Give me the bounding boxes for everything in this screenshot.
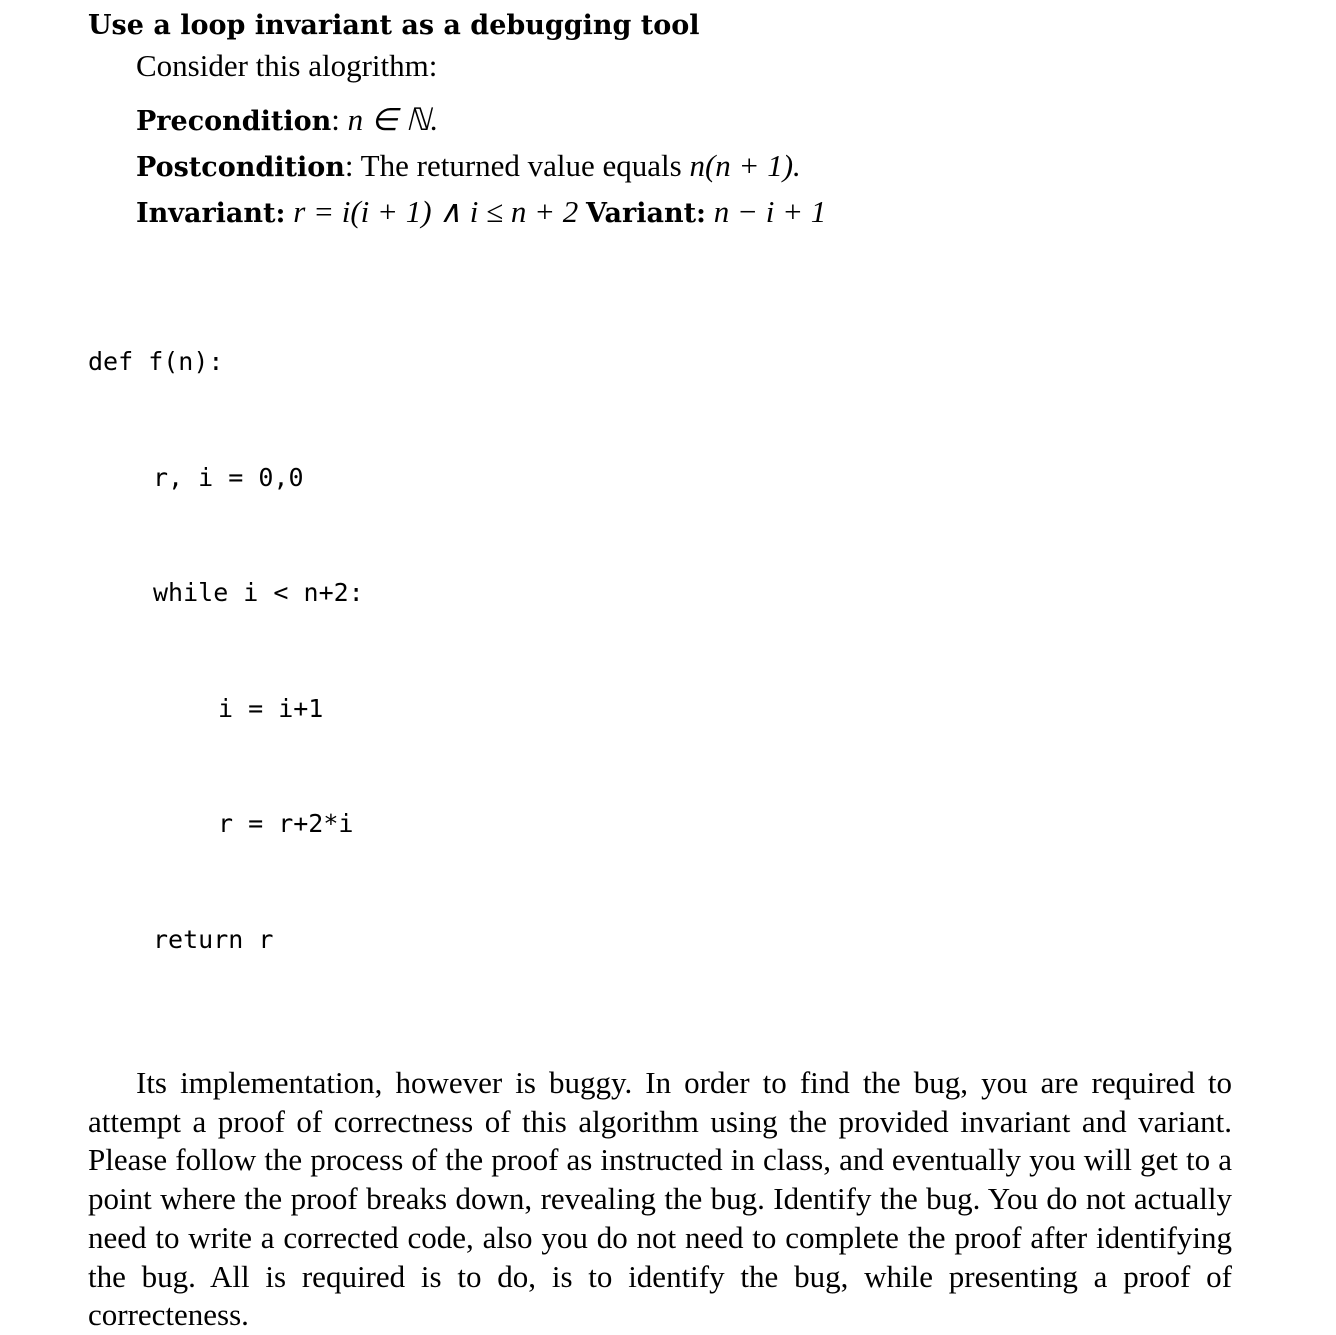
code-line-def: def f(n): <box>88 347 224 376</box>
specification-block <box>136 98 1232 236</box>
section-title: Use a loop invariant as a debugging tool <box>88 10 700 41</box>
code-line-init: r, i = 0,0 <box>153 462 304 492</box>
instructions-paragraph: Its implementation, however is buggy. In order to find the bug, you are required to attempt a proof of correctness of this algorithm using the provided invariant and variant. Please follow the process of the proof as instructed in class, and eventually you will get to a point where the proof breaks down, revealing the bug. Identify the bug. You do not actually need to write a corrected code, also you do not need to complete the proof after identifying the bug. All is required is to do, is to identify the bug, while presenting a proof of correcteness. <box>88 1065 1232 1333</box>
precondition-label: Precondition <box>136 106 332 137</box>
precondition-line <box>136 98 1232 144</box>
postcondition-line <box>136 144 1232 190</box>
code-line-increment: i = i+1 <box>218 693 324 723</box>
code-line-while: while i < n+2: <box>153 578 364 607</box>
variant-label: Variant: <box>586 198 707 229</box>
code-line-return: return r <box>153 924 274 954</box>
precondition-separator: : <box>331 102 340 137</box>
postcondition-label: Postcondition <box>136 152 345 183</box>
invariant-label: Invariant: <box>136 198 286 229</box>
postcondition-text: The returned value equals <box>360 148 682 183</box>
code-listing <box>88 266 1232 1036</box>
postcondition-math: n(n + 1). <box>689 148 801 183</box>
postcondition-separator: : <box>344 148 354 183</box>
document-page <box>88 6 1232 1335</box>
intro-text: Consider this alogrithm: <box>136 48 438 83</box>
invariant-math: r = i(i + 1) ∧ i ≤ n + 2 <box>293 194 579 229</box>
invariant-line <box>136 190 1232 236</box>
variant-math: n − i + 1 <box>713 194 827 229</box>
code-line-accumulate: r = r+2*i <box>218 809 354 838</box>
precondition-math: n ∈ ℕ. <box>347 102 439 137</box>
